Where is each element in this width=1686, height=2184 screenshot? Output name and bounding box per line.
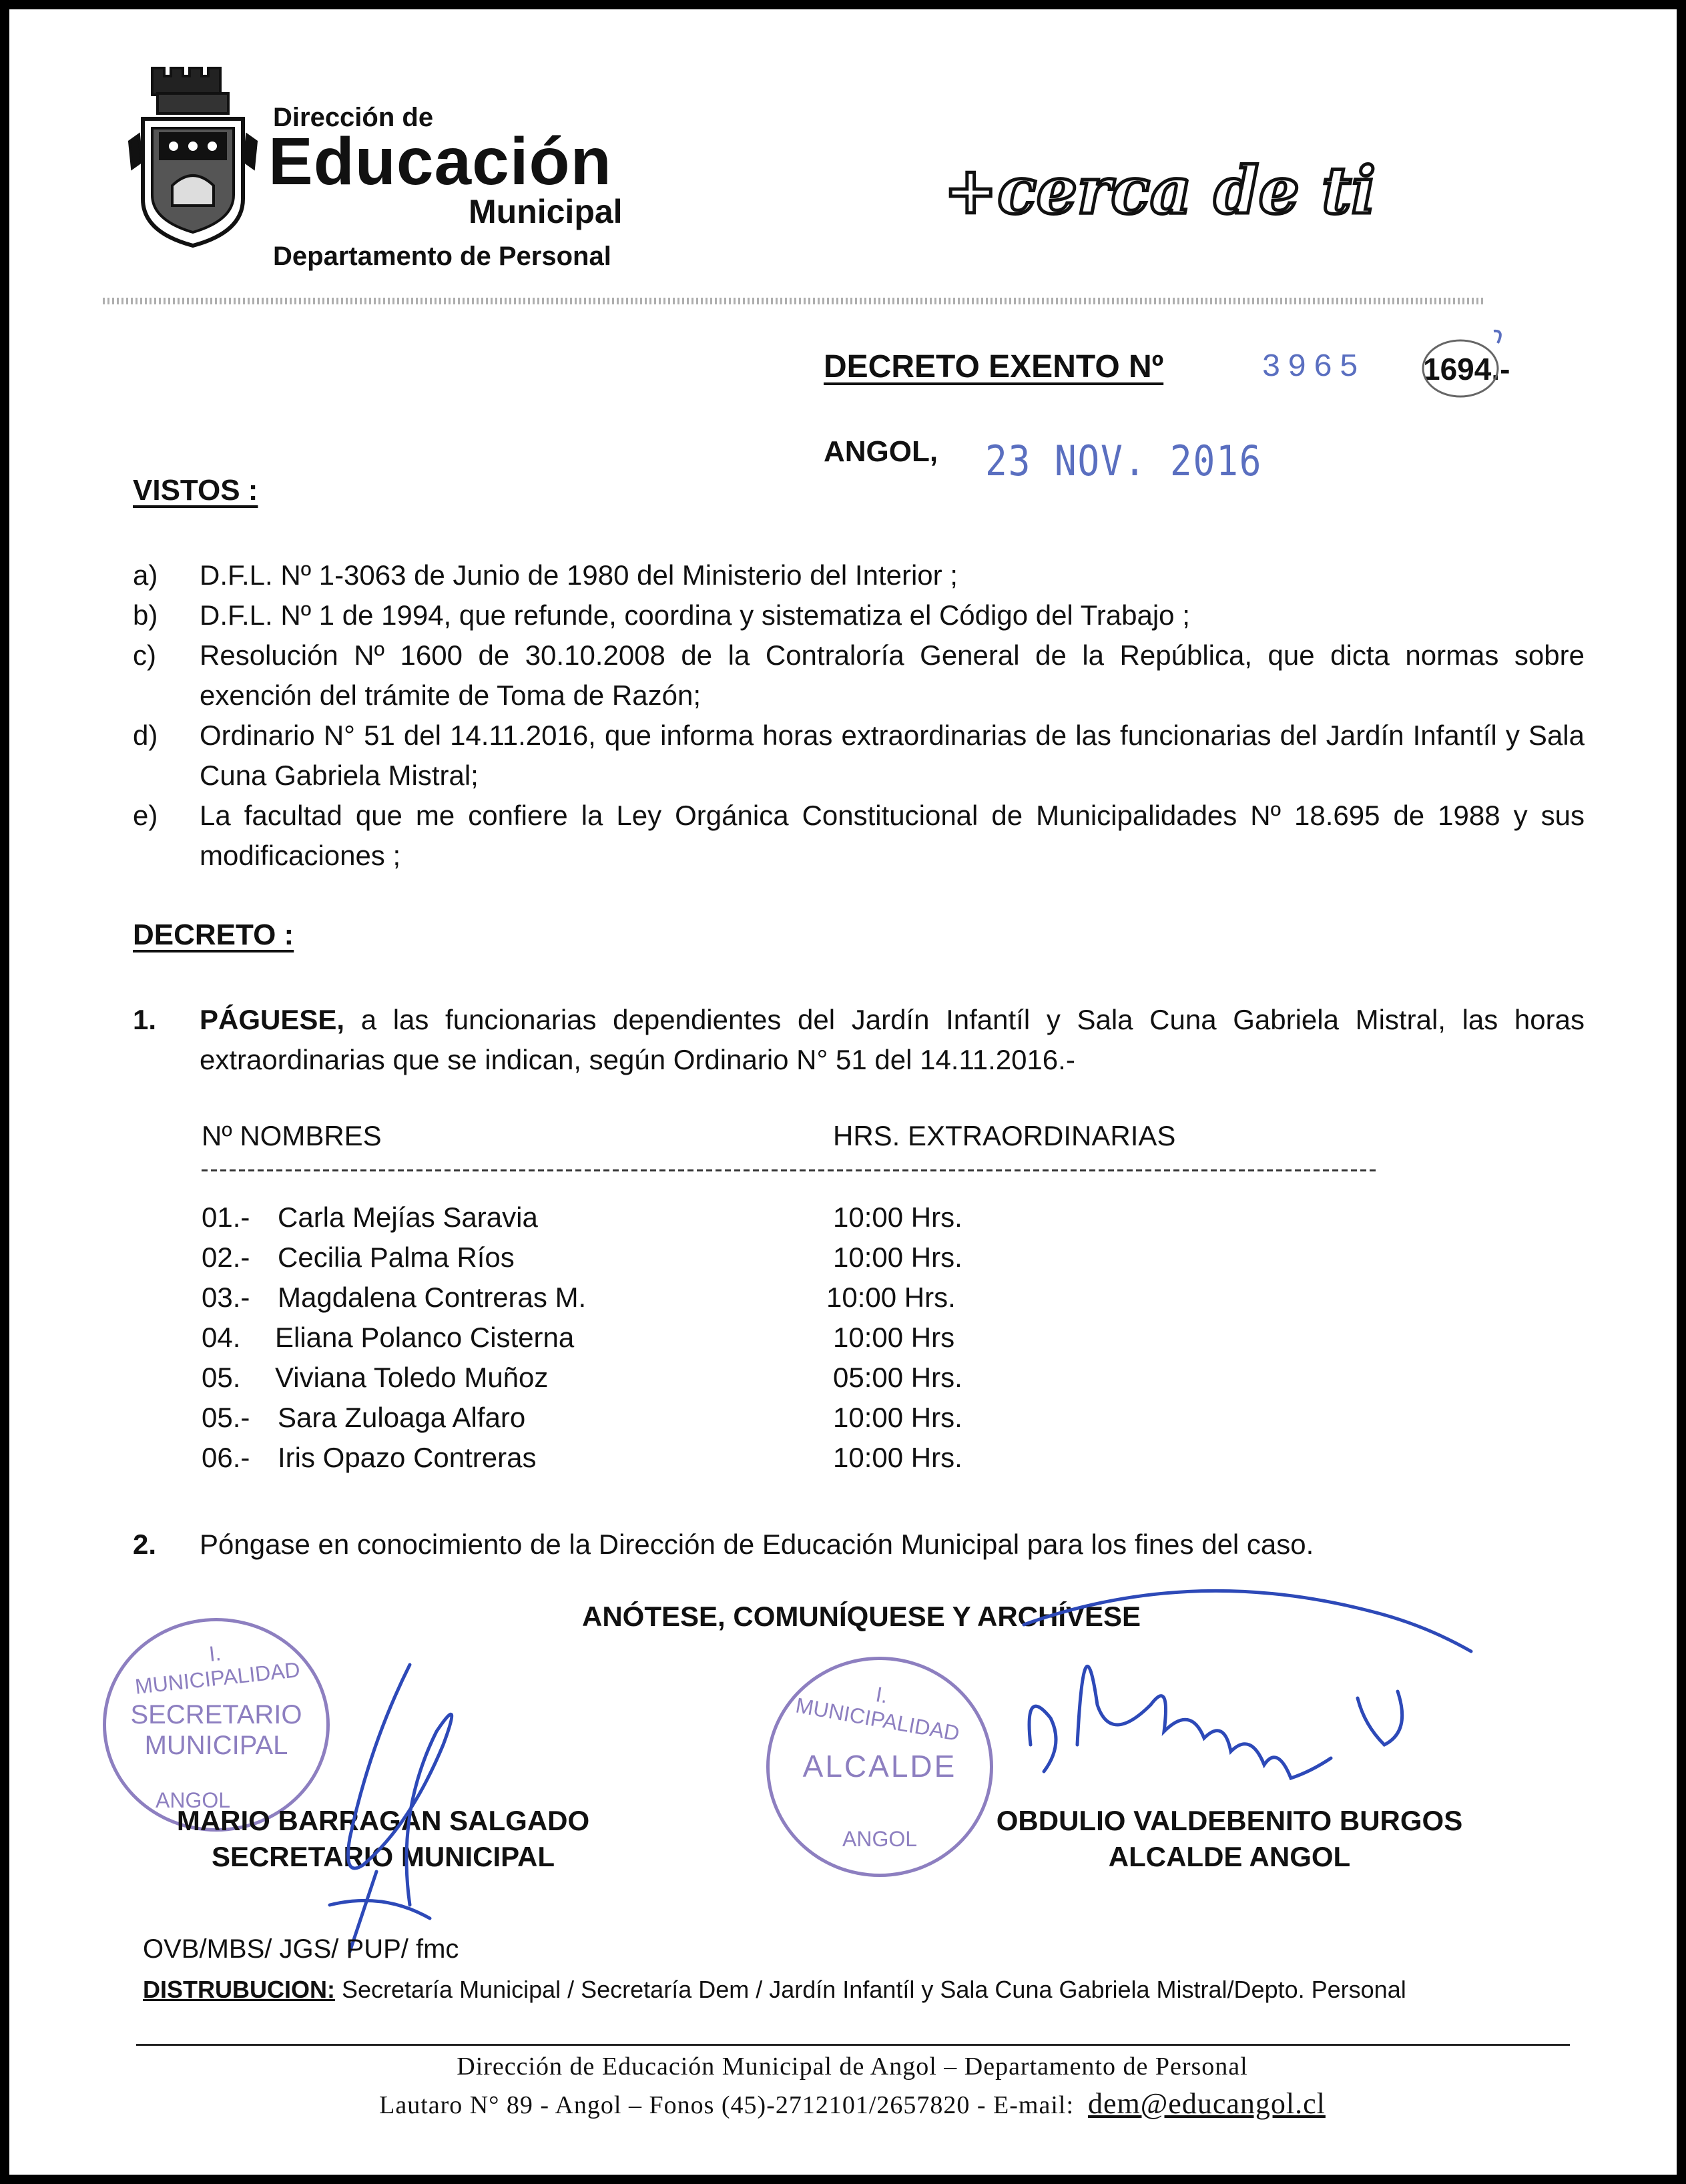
row-number: 01.- <box>202 1201 250 1233</box>
row-number: 02.- <box>202 1242 250 1273</box>
row-name: Iris Opazo Contreras <box>278 1442 537 1473</box>
decree-handwritten-number: 1694.- <box>1423 352 1510 386</box>
row-hours: 10:00 Hrs. <box>833 1201 962 1233</box>
vistos-item-text: D.F.L. Nº 1 de 1994, que refunde, coordina y sistematiza el Código del Trabajo ; <box>200 599 1190 631</box>
closing-formula: ANÓTESE, COMUNÍQUESE Y ARCHÍVESE <box>582 1601 1141 1632</box>
header-direction-label: Dirección de <box>273 103 434 132</box>
vistos-item-label: b) <box>133 599 158 631</box>
distribution-label: DISTRUBUCION: <box>143 1976 335 2003</box>
stamp-top-text: I. MUNICIPALIDAD <box>133 1641 302 1699</box>
table-row <box>202 1282 1136 1322</box>
slogan-text: +cerca de ti <box>944 153 1376 228</box>
row-hours: 10:00 Hrs. <box>826 1282 956 1313</box>
row-number: 05. <box>202 1362 241 1393</box>
header-education-title: Educación <box>268 124 612 199</box>
stamp-top-text: I. MUNICIPALIDAD <box>794 1682 962 1746</box>
table-row <box>202 1201 1136 1242</box>
vistos-heading: VISTOS : <box>133 474 258 507</box>
decreto-point-verb: PÁGUESE, <box>200 1004 345 1035</box>
mayor-role: ALCALDE ANGOL <box>1108 1841 1351 1872</box>
table-row <box>202 1442 1136 1482</box>
footer-line-2 <box>9 2087 1677 2121</box>
vistos-item-text: La facultad que me confiere la Ley Orgánica Constitucional de Municipalidades Nº 18.695 de 1988 y sus modificaciones ; <box>200 800 1585 871</box>
row-name: Viviana Toledo Muñoz <box>275 1362 549 1393</box>
place-label: ANGOL, <box>824 435 938 468</box>
table-divider <box>202 1169 1376 1171</box>
table-header-names: Nº NOMBRES <box>202 1120 382 1151</box>
slogan-logo <box>937 146 1376 233</box>
header-divider <box>103 298 1484 304</box>
table-header-hours: HRS. EXTRAORDINARIAS <box>833 1120 1176 1151</box>
decreto-heading: DECRETO : <box>133 918 294 951</box>
mayor-stamp <box>766 1657 993 1877</box>
vistos-item-label: c) <box>133 639 156 671</box>
decree-stamp-number: 3965 <box>1261 350 1366 386</box>
initials-reference: OVB/MBS/ JGS/ PUP/ fmc <box>143 1934 459 1964</box>
row-number: 06.- <box>202 1442 250 1473</box>
table-row <box>202 1322 1136 1362</box>
row-hours: 10:00 Hrs <box>833 1322 955 1353</box>
decree-title: DECRETO EXENTO Nº <box>824 349 1164 384</box>
row-name: Cecilia Palma Ríos <box>278 1242 515 1273</box>
vistos-item-text: D.F.L. Nº 1-3063 de Junio de 1980 del Ministerio del Interior ; <box>200 559 958 591</box>
stamp-mid-text: ALCALDE <box>802 1749 957 1784</box>
vistos-item-text: Resolución Nº 1600 de 30.10.2008 de la Contraloría General de la República, que dicta normas sobre exención del trámite de Toma de Razón; <box>200 639 1585 711</box>
distribution-text: Secretaría Municipal / Secretaría Dem / Jardín Infantíl y Sala Cuna Gabriela Mistral/Depto. Personal <box>334 1976 1406 2003</box>
row-hours: 05:00 Hrs. <box>833 1362 962 1393</box>
decreto-point-text <box>200 1000 1585 1080</box>
stamp-mid-text: SECRETARIO <box>130 1700 302 1729</box>
row-name: Magdalena Contreras M. <box>278 1282 587 1313</box>
footer-divider <box>136 2044 1570 2046</box>
vistos-item-text: Ordinario N° 51 del 14.11.2016, que informa horas extraordinarias de las funcionarias del Jardín Infantíl y Sala Cuna Gabriela Mistral; <box>200 720 1585 791</box>
table-row <box>202 1242 1136 1282</box>
stamp-bottom-text: ANGOL <box>155 1788 231 1812</box>
row-hours: 10:00 Hrs. <box>833 1242 962 1273</box>
table-row <box>202 1362 1136 1402</box>
footer-contact: Lautaro N° 89 - Angol – Fonos (45)-2712101/2657820 - E-mail: <box>379 2091 1075 2119</box>
row-number: 04. <box>202 1322 241 1353</box>
decreto-point-label: 2. <box>133 1529 157 1560</box>
row-hours: 10:00 Hrs. <box>833 1442 962 1473</box>
footer-email-link[interactable]: dem@educangol.cl <box>1088 2087 1326 2120</box>
row-number: 05.- <box>202 1402 250 1433</box>
vistos-item-label: a) <box>133 559 158 591</box>
decreto-point-label: 1. <box>133 1004 157 1035</box>
document-page <box>9 9 1677 2175</box>
decreto-point-body: a las funcionarias dependientes del Jardín Infantíl y Sala Cuna Gabriela Mistral, las horas extraordinarias que se indican, según Ordinario N° 51 del 14.11.2016.- <box>200 1004 1585 1075</box>
footer-line-1: Dirección de Educación Municipal de Angol – Departamento de Personal <box>457 2053 1248 2081</box>
row-hours: 10:00 Hrs. <box>833 1402 962 1433</box>
decreto-point-text: Póngase en conocimiento de la Dirección de Educación Municipal para los fines del caso. <box>200 1529 1314 1560</box>
stamp-bottom-text: ANGOL <box>842 1827 918 1851</box>
row-name: Eliana Polanco Cisterna <box>275 1322 575 1353</box>
table-row <box>202 1402 1136 1442</box>
mayor-name: OBDULIO VALDEBENITO BURGOS <box>996 1805 1463 1836</box>
secretary-role: SECRETARIO MUNICIPAL <box>211 1841 555 1872</box>
row-name: Carla Mejías Saravia <box>278 1201 538 1233</box>
row-name: Sara Zuloaga Alfaro <box>278 1402 526 1433</box>
header-municipal-label: Municipal <box>469 193 623 230</box>
row-number: 03.- <box>202 1282 250 1313</box>
number-circle-mark <box>1414 330 1514 403</box>
municipal-crest-icon <box>125 61 260 254</box>
vistos-item-label: e) <box>133 800 158 831</box>
distribution-line <box>143 1976 1406 2004</box>
date-stamp: 23 NOV. 2016 <box>985 437 1263 485</box>
vistos-item-label: d) <box>133 720 158 751</box>
header-department-label: Departamento de Personal <box>273 242 611 271</box>
mayor-signature <box>997 1571 1531 1838</box>
stamp-mid-text: MUNICIPAL <box>144 1731 288 1760</box>
secretary-name: MARIO BARRAGAN SALGADO <box>176 1805 590 1836</box>
